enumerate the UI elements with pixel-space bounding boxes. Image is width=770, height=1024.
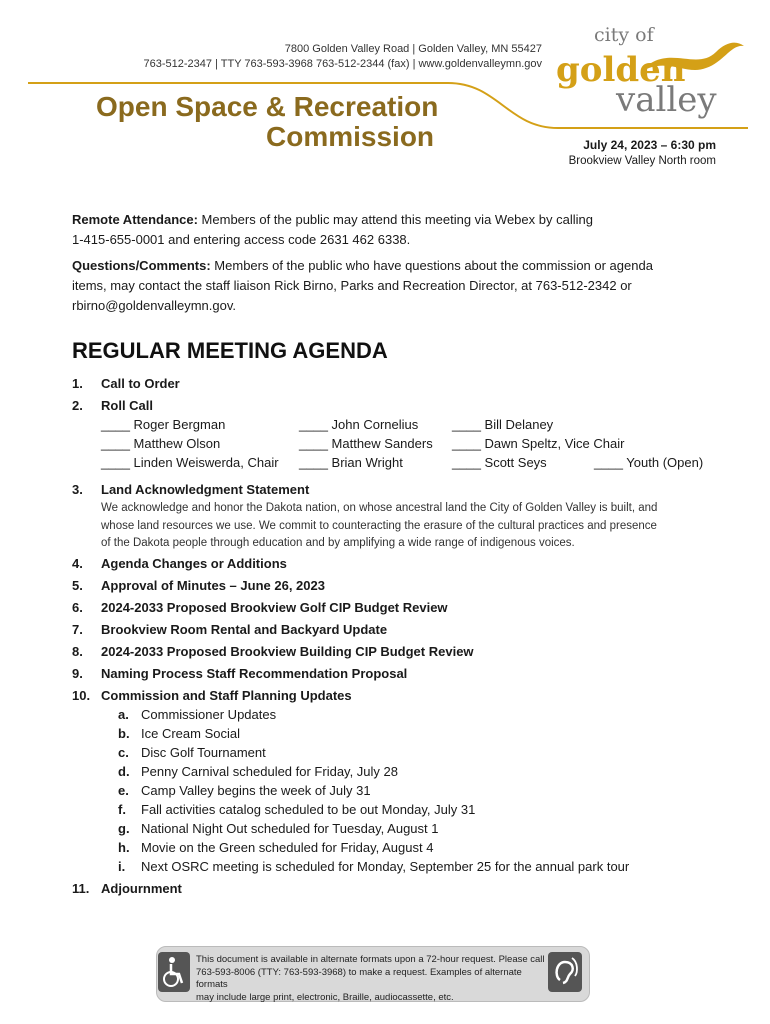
item-4-label: Agenda Changes or Additions [101, 556, 287, 571]
land-ack-line: We acknowledge and honor the Dakota nation, on whose ancestral land the City of Golden Valley is built, and [101, 502, 658, 514]
item-2-number: 2. [72, 398, 83, 413]
update-letter: d. [118, 764, 130, 779]
update-letter: e. [118, 783, 129, 798]
questions-text-2: items, may contact the staff liaison Rick Birno, Parks and Recreation Director, at 763-512-2342 or [72, 278, 632, 293]
remote-text-2: 1-415-655-0001 and entering access code 2631 462 6338. [72, 232, 411, 247]
update-letter: b. [118, 726, 130, 741]
item-10-label: Commission and Staff Planning Updates [101, 688, 352, 703]
item-11-number: 11. [72, 881, 90, 896]
meeting-date-time: July 24, 2023 – 6:30 pm [583, 138, 716, 152]
item-5-number: 5. [72, 578, 83, 593]
address-line-1: 7800 Golden Valley Road | Golden Valley, MN 55427 [284, 43, 542, 55]
update-letter: i. [118, 859, 126, 874]
item-3-label: Land Acknowledgment Statement [101, 482, 310, 497]
item-9-label: Naming Process Staff Recommendation Proposal [101, 666, 408, 681]
item-10-number: 10. [72, 688, 91, 703]
item-2-label: Roll Call [101, 398, 154, 413]
update-item: Fall activities catalog scheduled to be out Monday, July 31 [141, 802, 476, 817]
item-4-number: 4. [72, 556, 83, 571]
logo-city-of: city of [594, 24, 654, 46]
item-5-label: Approval of Minutes – June 26, 2023 [101, 578, 325, 593]
questions-comments [72, 256, 702, 316]
roll-member: ____ John Cornelius [299, 417, 419, 432]
item-11-label: Adjournment [101, 881, 182, 896]
update-item: Camp Valley begins the week of July 31 [141, 783, 371, 798]
commission-title-line-2: Commission [266, 121, 435, 152]
roll-member: ____ Matthew Olson [101, 436, 221, 451]
questions-text: Members of the public who have questions about the commission or agenda [210, 258, 653, 273]
land-ack-line: of the Dakota people through education and by amplifying a wide range of indigenous voices. [101, 537, 575, 549]
roll-member: ____ Matthew Sanders [299, 436, 433, 451]
update-letter: c. [118, 745, 129, 760]
footer-line: may include large print, electronic, Braille, audiocassette, etc. [196, 991, 454, 1003]
update-item: Disc Golf Tournament [141, 745, 266, 760]
address-line-2: 763-512-2347 | TTY 763-593-3968 763-512-2344 (fax) | www.goldenvalleymn.gov [143, 58, 542, 70]
roll-member: ____ Bill Delaney [452, 417, 554, 432]
update-letter: a. [118, 707, 129, 722]
remote-text: Members of the public may attend this meeting via Webex by calling [197, 212, 593, 227]
update-item: Commissioner Updates [141, 707, 277, 722]
agenda-title: REGULAR MEETING AGENDA [72, 338, 388, 363]
update-item: Movie on the Green scheduled for Friday, August 4 [141, 840, 434, 855]
wheelchair-icon [158, 952, 190, 992]
update-item: Penny Carnival scheduled for Friday, July 28 [141, 764, 398, 779]
update-letter: f. [118, 802, 126, 817]
roll-member: ____ Linden Weiswerda, Chair [101, 455, 279, 470]
land-acknowledgment-text [101, 500, 721, 553]
questions-text-3: rbirno@goldenvalleymn.gov. [72, 298, 236, 313]
update-item: Ice Cream Social [141, 726, 240, 741]
item-1-label: Call to Order [101, 376, 180, 391]
item-1-number: 1. [72, 376, 83, 391]
remote-label: Remote Attendance: [72, 212, 198, 227]
item-7-number: 7. [72, 622, 83, 637]
item-7-label: Brookview Room Rental and Backyard Update [101, 622, 388, 637]
roll-member: ____ Youth (Open) [594, 455, 704, 470]
item-6-label: 2024-2033 Proposed Brookview Golf CIP Budget Review [101, 600, 448, 615]
hearing-assist-icon [548, 952, 582, 992]
questions-label: Questions/Comments: [72, 258, 211, 273]
meeting-room: Brookview Valley North room [568, 155, 716, 167]
update-letter: g. [118, 821, 130, 836]
logo-golden: golden [556, 50, 686, 90]
roll-member: ____ Brian Wright [299, 455, 403, 470]
item-3-number: 3. [72, 482, 83, 497]
update-item: National Night Out scheduled for Tuesday, August 1 [141, 821, 439, 836]
item-9-number: 9. [72, 666, 83, 681]
item-8-number: 8. [72, 644, 83, 659]
roll-member: ____ Roger Bergman [101, 417, 226, 432]
roll-member: ____ Dawn Speltz, Vice Chair [452, 436, 625, 451]
land-ack-line: whose land resources we use. We commit to counteracting the erasure of the cultural practices and presence [101, 519, 657, 532]
roll-member: ____ Scott Seys [452, 455, 547, 470]
item-6-number: 6. [72, 600, 83, 615]
footer-line: 763-593-8006 (TTY: 763-593-3968) to make a request. Examples of alternate formats [196, 966, 522, 990]
remote-attendance [72, 210, 702, 250]
footer-line: This document is available in alternate formats upon a 72-hour request. Please call [196, 954, 545, 965]
logo-valley: valley [616, 80, 717, 120]
commission-title-line-1: Open Space & Recreation [96, 91, 439, 122]
update-item: Next OSRC meeting is scheduled for Monday, September 25 for the annual park tour [141, 859, 630, 874]
accessibility-text [196, 954, 546, 1004]
item-8-label: 2024-2033 Proposed Brookview Building CIP Budget Review [101, 644, 474, 659]
update-letter: h. [118, 840, 130, 855]
